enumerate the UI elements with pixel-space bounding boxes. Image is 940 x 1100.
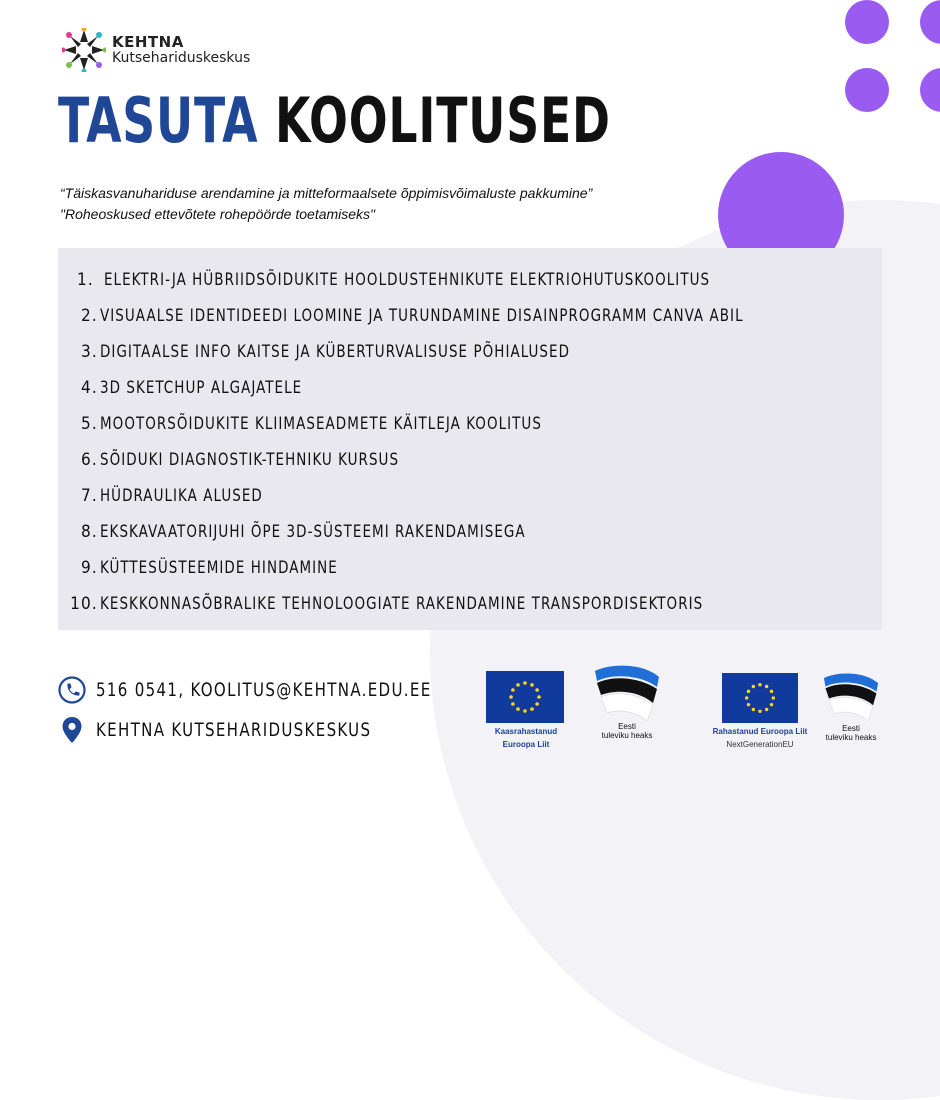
org-logo [62, 28, 250, 72]
eu-cofunded-line1: Kaasrahastanud [494, 727, 558, 736]
course-title: DIGITAALSE INFO KAITSE JA KÜBERTURVALISUSE PÕHIALUSED [100, 342, 571, 362]
course-number: 8. [81, 522, 98, 542]
course-item [58, 514, 882, 550]
org-name: KEHTNA [112, 33, 184, 52]
title-word-koolitused: KOOLITUSED [275, 84, 611, 157]
location-pin-icon [58, 716, 86, 744]
eesti-flag-icon [820, 673, 882, 729]
page-title [58, 84, 611, 157]
course-item [58, 298, 882, 334]
eu-nextgen-line1: Rahastanud Euroopa Liit [712, 727, 808, 736]
course-panel [58, 248, 882, 630]
contact-phone-email-text: 516 0541, KOOLITUS@KEHTNA.EDU.EE [96, 679, 432, 701]
eu-nextgen-line2: NextGenerationEU [726, 740, 794, 749]
phone-icon [58, 676, 86, 704]
decor-dot [845, 68, 889, 112]
course-item [58, 550, 882, 586]
eu-flag-icon [722, 673, 798, 723]
course-item [58, 370, 882, 406]
course-item [58, 262, 882, 298]
course-title: 3D SKETCHUP ALGAJATELE [100, 378, 303, 398]
course-number: 9. [81, 558, 98, 578]
course-title: MOOTORSÕIDUKITE KLIIMASEADMETE KÄITLEJA KOOLITUS [100, 414, 542, 434]
course-number: 7. [81, 486, 98, 506]
eu-nextgen-logo [712, 673, 808, 749]
quote-line: "Roheoskused ettevõtete rohepöörde toetamiseks" [60, 206, 376, 222]
contact-location-text: KEHTNA KUTSEHARIDUSKESKUS [96, 719, 372, 741]
title-word-tasuta: TASUTA [58, 84, 259, 157]
eesti-line2: tuleviku heaks [825, 733, 877, 742]
course-number: 3. [81, 342, 98, 362]
course-title: ELEKTRI-JA HÜBRIIDSÕIDUKITE HOOLDUSTEHNIKUTE ELEKTRIOHUTUSKOOLITUS [104, 270, 711, 290]
course-number: 10. [70, 594, 98, 614]
course-item [58, 406, 882, 442]
course-title: VISUAALSE IDENTIDEEDI LOOMINE JA TURUNDAMINE DISAINPROGRAMM CANVA ABIL [100, 306, 744, 326]
eesti-logo [818, 673, 884, 742]
course-title: KÜTTESÜSTEEMIDE HINDAMINE [100, 558, 338, 578]
decor-dot [845, 0, 889, 44]
eesti-line2: tuleviku heaks [601, 731, 653, 740]
eesti-line1: Eesti [842, 724, 860, 733]
course-title: KESKKONNASÕBRALIKE TEHNOLOOGIATE RAKENDAMINE TRANSPORDISEKTORIS [100, 594, 704, 614]
course-number: 6. [81, 450, 98, 470]
course-number: 1. [77, 270, 94, 290]
eesti-line1: Eesti [618, 722, 636, 731]
course-item [58, 442, 882, 478]
contact-phone-email[interactable] [58, 672, 477, 708]
decor-dot [920, 68, 940, 112]
eu-cofunded-line2: Euroopa Liit [502, 740, 550, 749]
course-number: 2. [81, 306, 98, 326]
program-quotes [60, 183, 592, 225]
course-item [58, 586, 882, 622]
course-number: 4. [81, 378, 98, 398]
course-number: 5. [81, 414, 98, 434]
decor-dot [920, 0, 940, 44]
eu-flag-icon [486, 671, 564, 723]
course-title: HÜDRAULIKA ALUSED [100, 486, 263, 506]
course-title: EKSKAVAATORIJUHI ÕPE 3D-SÜSTEEMI RAKENDAMISEGA [100, 522, 526, 542]
course-list [58, 248, 882, 622]
course-item [58, 478, 882, 514]
eesti-logo [588, 665, 666, 740]
eu-cofunded-logo [486, 671, 566, 749]
org-subtitle: Kutsehariduskeskus [112, 49, 251, 66]
quote-line: “Täiskasvanuhariduse arendamine ja mitteformaalsete õppimisvõimaluste pakkumine” [60, 185, 593, 201]
contact-info [58, 672, 477, 752]
kehtna-logo-icon [62, 28, 106, 72]
course-title: SÕIDUKI DIAGNOSTIK-TEHNIKU KURSUS [100, 450, 400, 470]
contact-location [58, 712, 477, 748]
course-item [58, 334, 882, 370]
